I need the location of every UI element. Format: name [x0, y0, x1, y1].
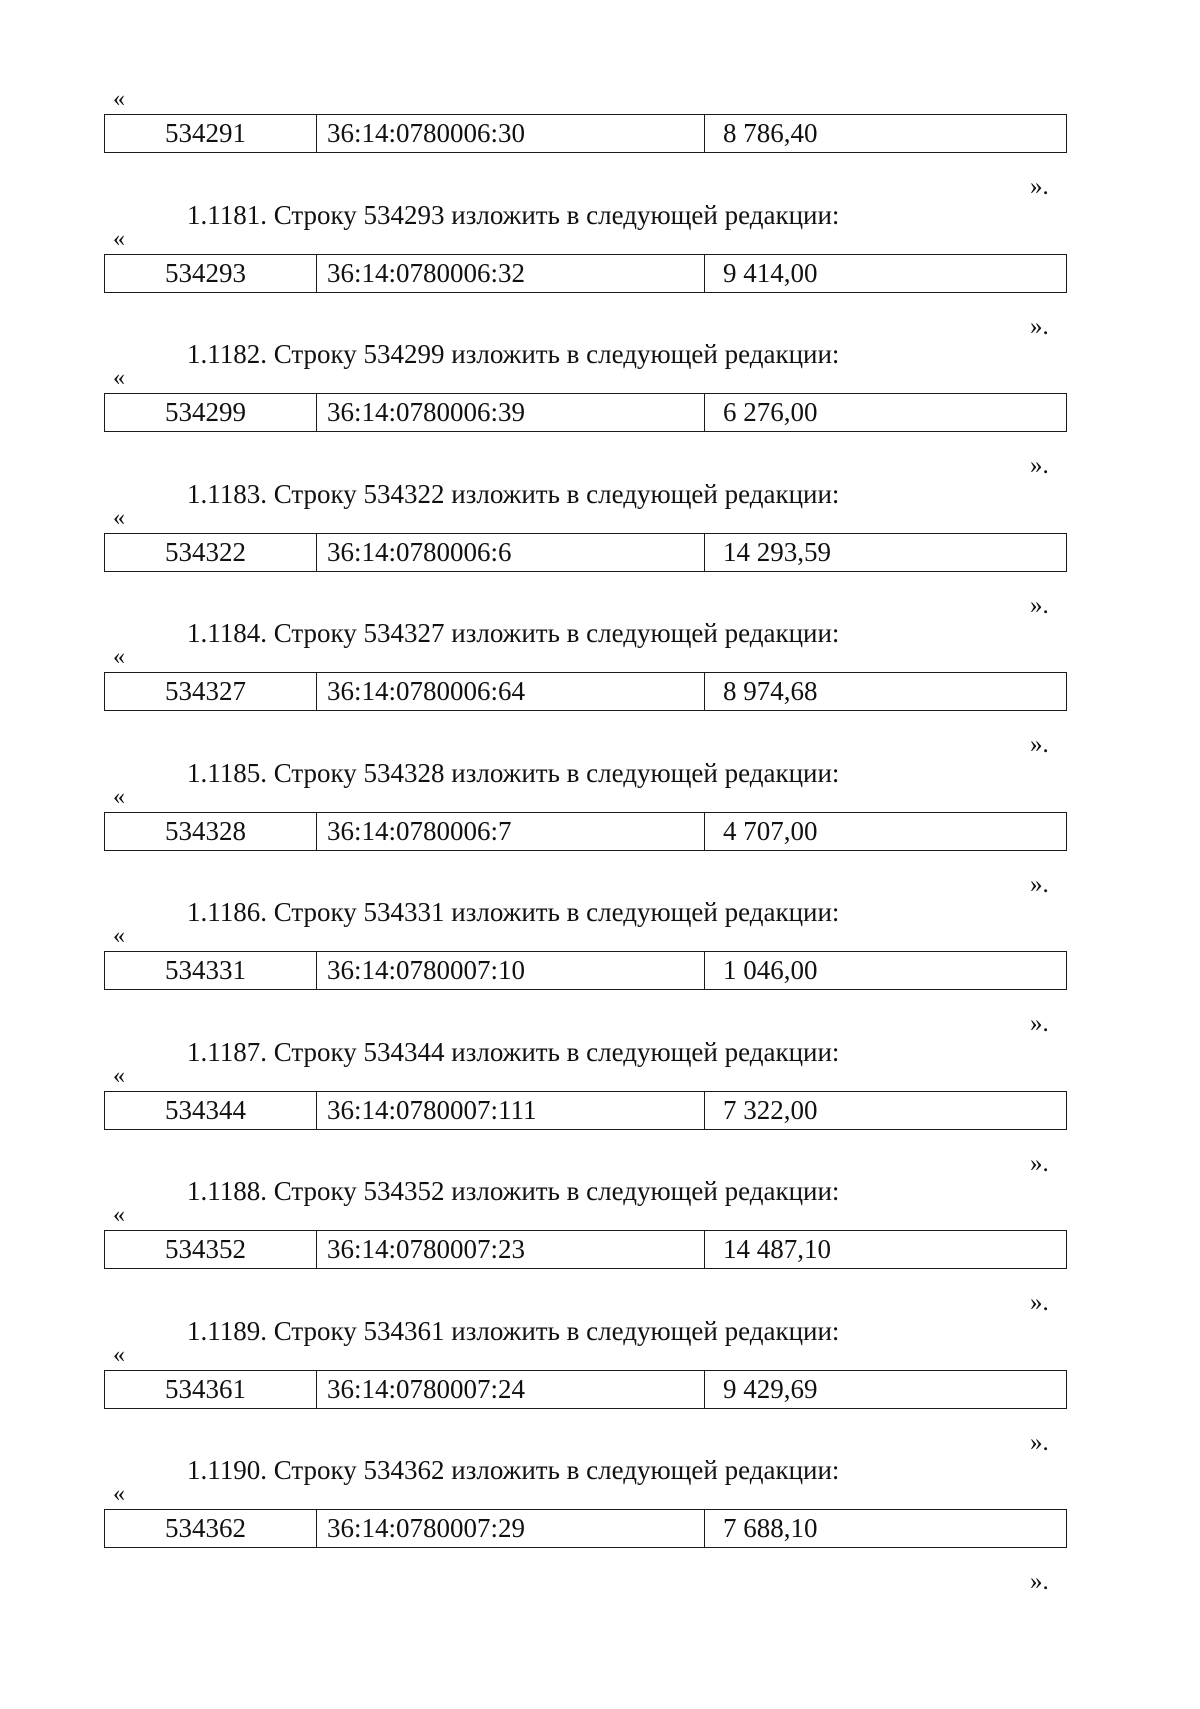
value-cell: 7 688,10: [723, 1513, 818, 1543]
amendment-heading: 1.1186. Строку 534331 изложить в следующей редакции:: [187, 897, 840, 927]
cadastral-number-cell: 36:14:0780006:7: [317, 813, 705, 850]
open-quote: «: [113, 644, 125, 670]
open-quote: «: [113, 86, 125, 112]
open-quote: «: [113, 1481, 125, 1507]
cadastral-number-cell: 36:14:0780006:6: [317, 534, 705, 571]
close-quote: ».: [1030, 1149, 1049, 1177]
amendment-block: [0, 618, 1200, 758]
table-row: [104, 951, 1067, 990]
open-quote: «: [113, 1202, 125, 1228]
amendment-block: [0, 200, 1200, 340]
row-code-cell: 534293: [105, 255, 317, 292]
row-code-cell: 534328: [105, 813, 317, 850]
amendment-heading: 1.1189. Строку 534361 изложить в следующей редакции:: [187, 1315, 840, 1346]
value-cell: 9 429,69: [723, 1373, 818, 1404]
amendment-block: [0, 1316, 1200, 1456]
table-row: [104, 254, 1067, 293]
cadastral-number-cell: 36:14:0780007:10: [317, 952, 705, 989]
value-cell: 7 322,00: [723, 1094, 818, 1125]
amendment-block: [0, 1037, 1200, 1177]
open-quote: «: [113, 1062, 125, 1089]
amendment-heading: 1.1183. Строку 534322 изложить в следующей редакции:: [187, 478, 840, 509]
amendment-block: [0, 339, 1200, 479]
table-row: [104, 1370, 1067, 1409]
table-row: [104, 1509, 1067, 1548]
amendment-block: [0, 1455, 1200, 1595]
open-quote: «: [113, 365, 125, 391]
cadastral-number-cell: 36:14:0780006:30: [317, 115, 705, 152]
row-code-cell: 534352: [105, 1231, 317, 1268]
amendment-block: [0, 758, 1200, 898]
open-quote: «: [113, 504, 125, 531]
amendment-heading: 1.1190. Строку 534362 изложить в следующей редакции:: [187, 1455, 840, 1485]
close-quote: ».: [1030, 1010, 1049, 1037]
close-quote: ».: [1030, 173, 1049, 200]
row-code-cell: 534331: [105, 952, 317, 989]
cadastral-number-cell: 36:14:0780007:29: [317, 1510, 705, 1547]
table-row: [104, 1091, 1067, 1130]
amendment-block: [0, 897, 1200, 1037]
table-row: [104, 114, 1067, 153]
table-row: [104, 672, 1067, 711]
table-row: [104, 1230, 1067, 1269]
cadastral-number-cell: 36:14:0780006:32: [317, 255, 705, 292]
open-quote: «: [113, 783, 125, 810]
value-cell: 4 707,00: [723, 815, 818, 846]
amendment-block: [0, 60, 1200, 200]
amendment-block: [0, 1176, 1200, 1316]
row-code-cell: 534299: [105, 394, 317, 431]
value-cell: 8 974,68: [723, 676, 818, 706]
cadastral-number-cell: 36:14:0780007:23: [317, 1231, 705, 1268]
cadastral-number-cell: 36:14:0780007:111: [317, 1092, 705, 1129]
close-quote: ».: [1030, 1289, 1049, 1316]
open-quote: «: [113, 225, 125, 252]
row-code-cell: 534322: [105, 534, 317, 571]
amendment-heading: 1.1182. Строку 534299 изложить в следующей редакции:: [187, 339, 840, 369]
amendment-heading: 1.1184. Строку 534327 изложить в следующей редакции:: [187, 618, 840, 648]
table-row: [104, 533, 1067, 572]
row-code-cell: 534291: [105, 115, 317, 152]
close-quote: ».: [1030, 452, 1049, 479]
cadastral-number-cell: 36:14:0780006:64: [317, 673, 705, 710]
amendment-heading: 1.1185. Строку 534328 изложить в следующей редакции:: [187, 757, 840, 788]
table-row: [104, 393, 1067, 432]
row-code-cell: 534327: [105, 673, 317, 710]
close-quote: ».: [1030, 591, 1049, 619]
close-quote: ».: [1030, 312, 1049, 340]
value-cell: 14 487,10: [723, 1234, 831, 1264]
value-cell: 6 276,00: [723, 397, 818, 427]
open-quote: «: [113, 923, 125, 949]
amendment-block: [0, 479, 1200, 619]
row-code-cell: 534361: [105, 1371, 317, 1408]
amendment-heading: 1.1181. Строку 534293 изложить в следующей редакции:: [187, 199, 840, 230]
cadastral-number-cell: 36:14:0780006:39: [317, 394, 705, 431]
close-quote: ».: [1030, 1428, 1049, 1456]
row-code-cell: 534362: [105, 1510, 317, 1547]
value-cell: 8 786,40: [723, 118, 818, 148]
table-row: [104, 812, 1067, 851]
amendment-heading: 1.1187. Строку 534344 изложить в следующей редакции:: [187, 1036, 840, 1067]
amendment-heading: 1.1188. Строку 534352 изложить в следующей редакции:: [187, 1176, 840, 1206]
close-quote: ».: [1030, 870, 1049, 898]
cadastral-number-cell: 36:14:0780007:24: [317, 1371, 705, 1408]
value-cell: 9 414,00: [723, 257, 818, 288]
value-cell: 14 293,59: [723, 536, 831, 567]
close-quote: ».: [1030, 1568, 1049, 1595]
close-quote: ».: [1030, 731, 1049, 758]
row-code-cell: 534344: [105, 1092, 317, 1129]
value-cell: 1 046,00: [723, 955, 818, 985]
open-quote: «: [113, 1341, 125, 1368]
